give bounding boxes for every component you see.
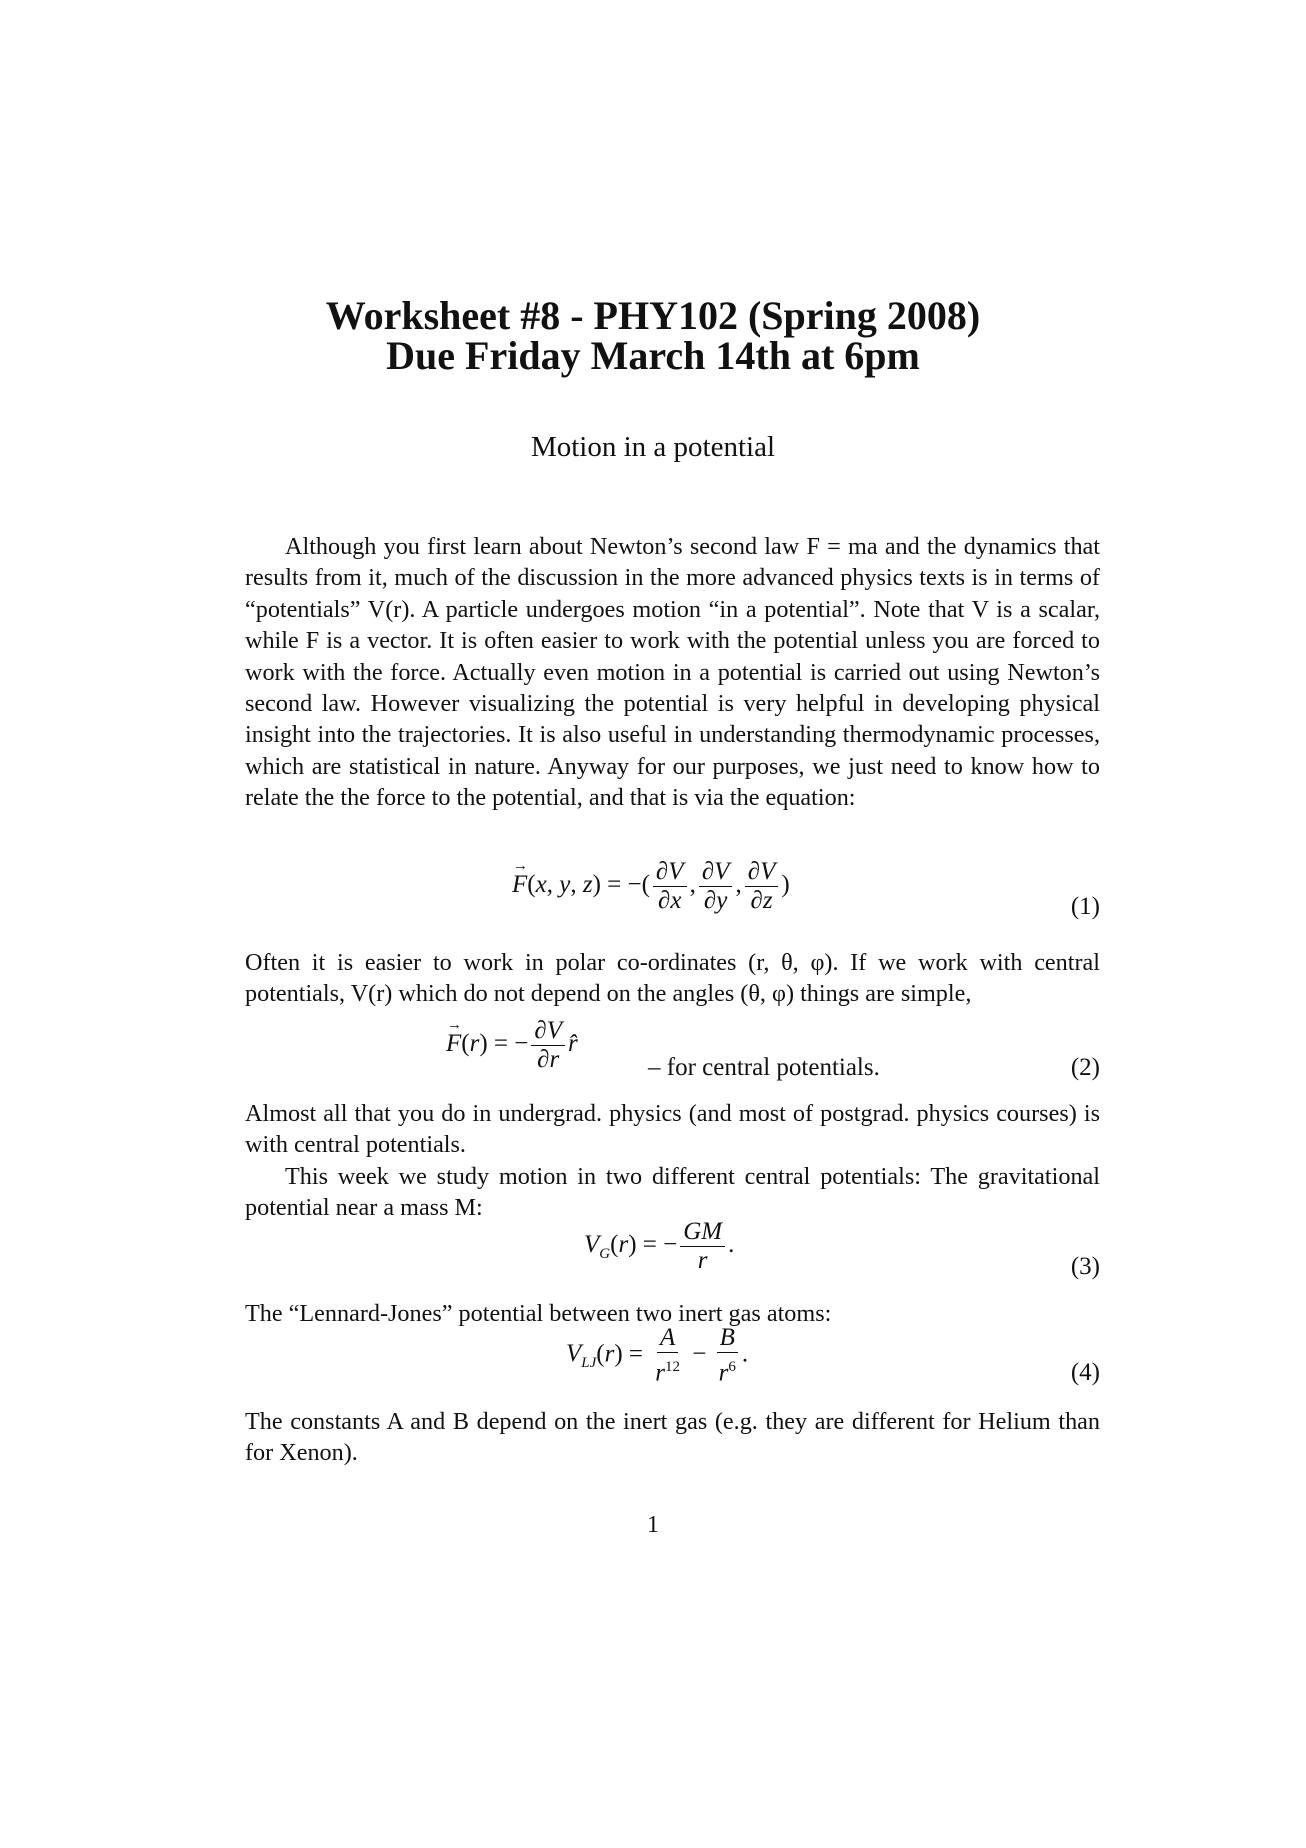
equation-1: → F(x, y, z) = −( $\frac{\partial V}{\partial x}$ , $\frac{\partial V}{\partial y}$ , $\frac{\partial V}{\partial z}$ ) (512, 858, 790, 915)
equation-3: $V_G(r)$ = − $\frac{GM}{r}$ . (584, 1218, 735, 1274)
paragraph-constants: The constants A and B depend on the inert gas (e.g. they are different for Helium than for Xenon). (245, 1408, 1100, 1467)
paragraph-undergrad: Almost all that you do in undergrad. physics (and most of postgrad. physics courses) is with central potentials. (245, 1100, 1100, 1159)
equation-3-number: (3) (1070, 1253, 1100, 1280)
equation-1-number: (1) (1070, 893, 1100, 920)
paragraph-lennard-jones: The “Lennard-Jones” potential between two inert gas atoms: (245, 1300, 832, 1327)
section-subtitle: Motion in a potential (530, 431, 776, 463)
paragraph-polar: Often it is easier to work in polar co-ordinates (r, θ, φ). If we work with central potentials, V(r) which do not depend on the angles (θ, φ) things are simple, (245, 949, 1100, 1008)
title-line-1: Worksheet #8 - PHY102 (Spring 2008) (325, 293, 981, 338)
equation-2-number: (2) (1070, 1054, 1100, 1081)
paragraph-this-week: This week we study motion in two different central potentials: The gravitational potential near a mass M: (245, 1163, 1100, 1222)
paragraph-intro: Although you first learn about Newton’s second law F = ma and the dynamics that results from it, much of the discussion in the more advanced physics texts is in terms of “potentials” V(r). A particle undergoes motion “in a potential”. Note that V is a scalar, while F is a vector. It is often easier to work with the potential unless you are forced to work with the force. Actually even motion in a potential is carried out using Newton’s second law. However visualizing the potential is very helpful in developing physical insight into the trajectories. It is also useful in understanding thermodynamic processes, which are statistical in nature. Anyway for our purposes, we just need to know how to relate the the force to the potential, and that is via the equation: (245, 533, 1100, 812)
equation-4-number: (4) (1070, 1359, 1100, 1386)
equation-2-note: – for central potentials. (648, 1054, 880, 1081)
title-line-2: Due Friday March 14th at 6pm (386, 333, 920, 378)
equation-4: $V_{LJ}(r)$ = $\frac{A}{r^{12}}$ − $\frac{B}{r^6}$ . (566, 1324, 749, 1387)
page-number: 1 (647, 1512, 659, 1538)
equation-2: → F(r) = − $\frac{\partial V}{\partial r}$ r̂ (446, 1017, 578, 1074)
